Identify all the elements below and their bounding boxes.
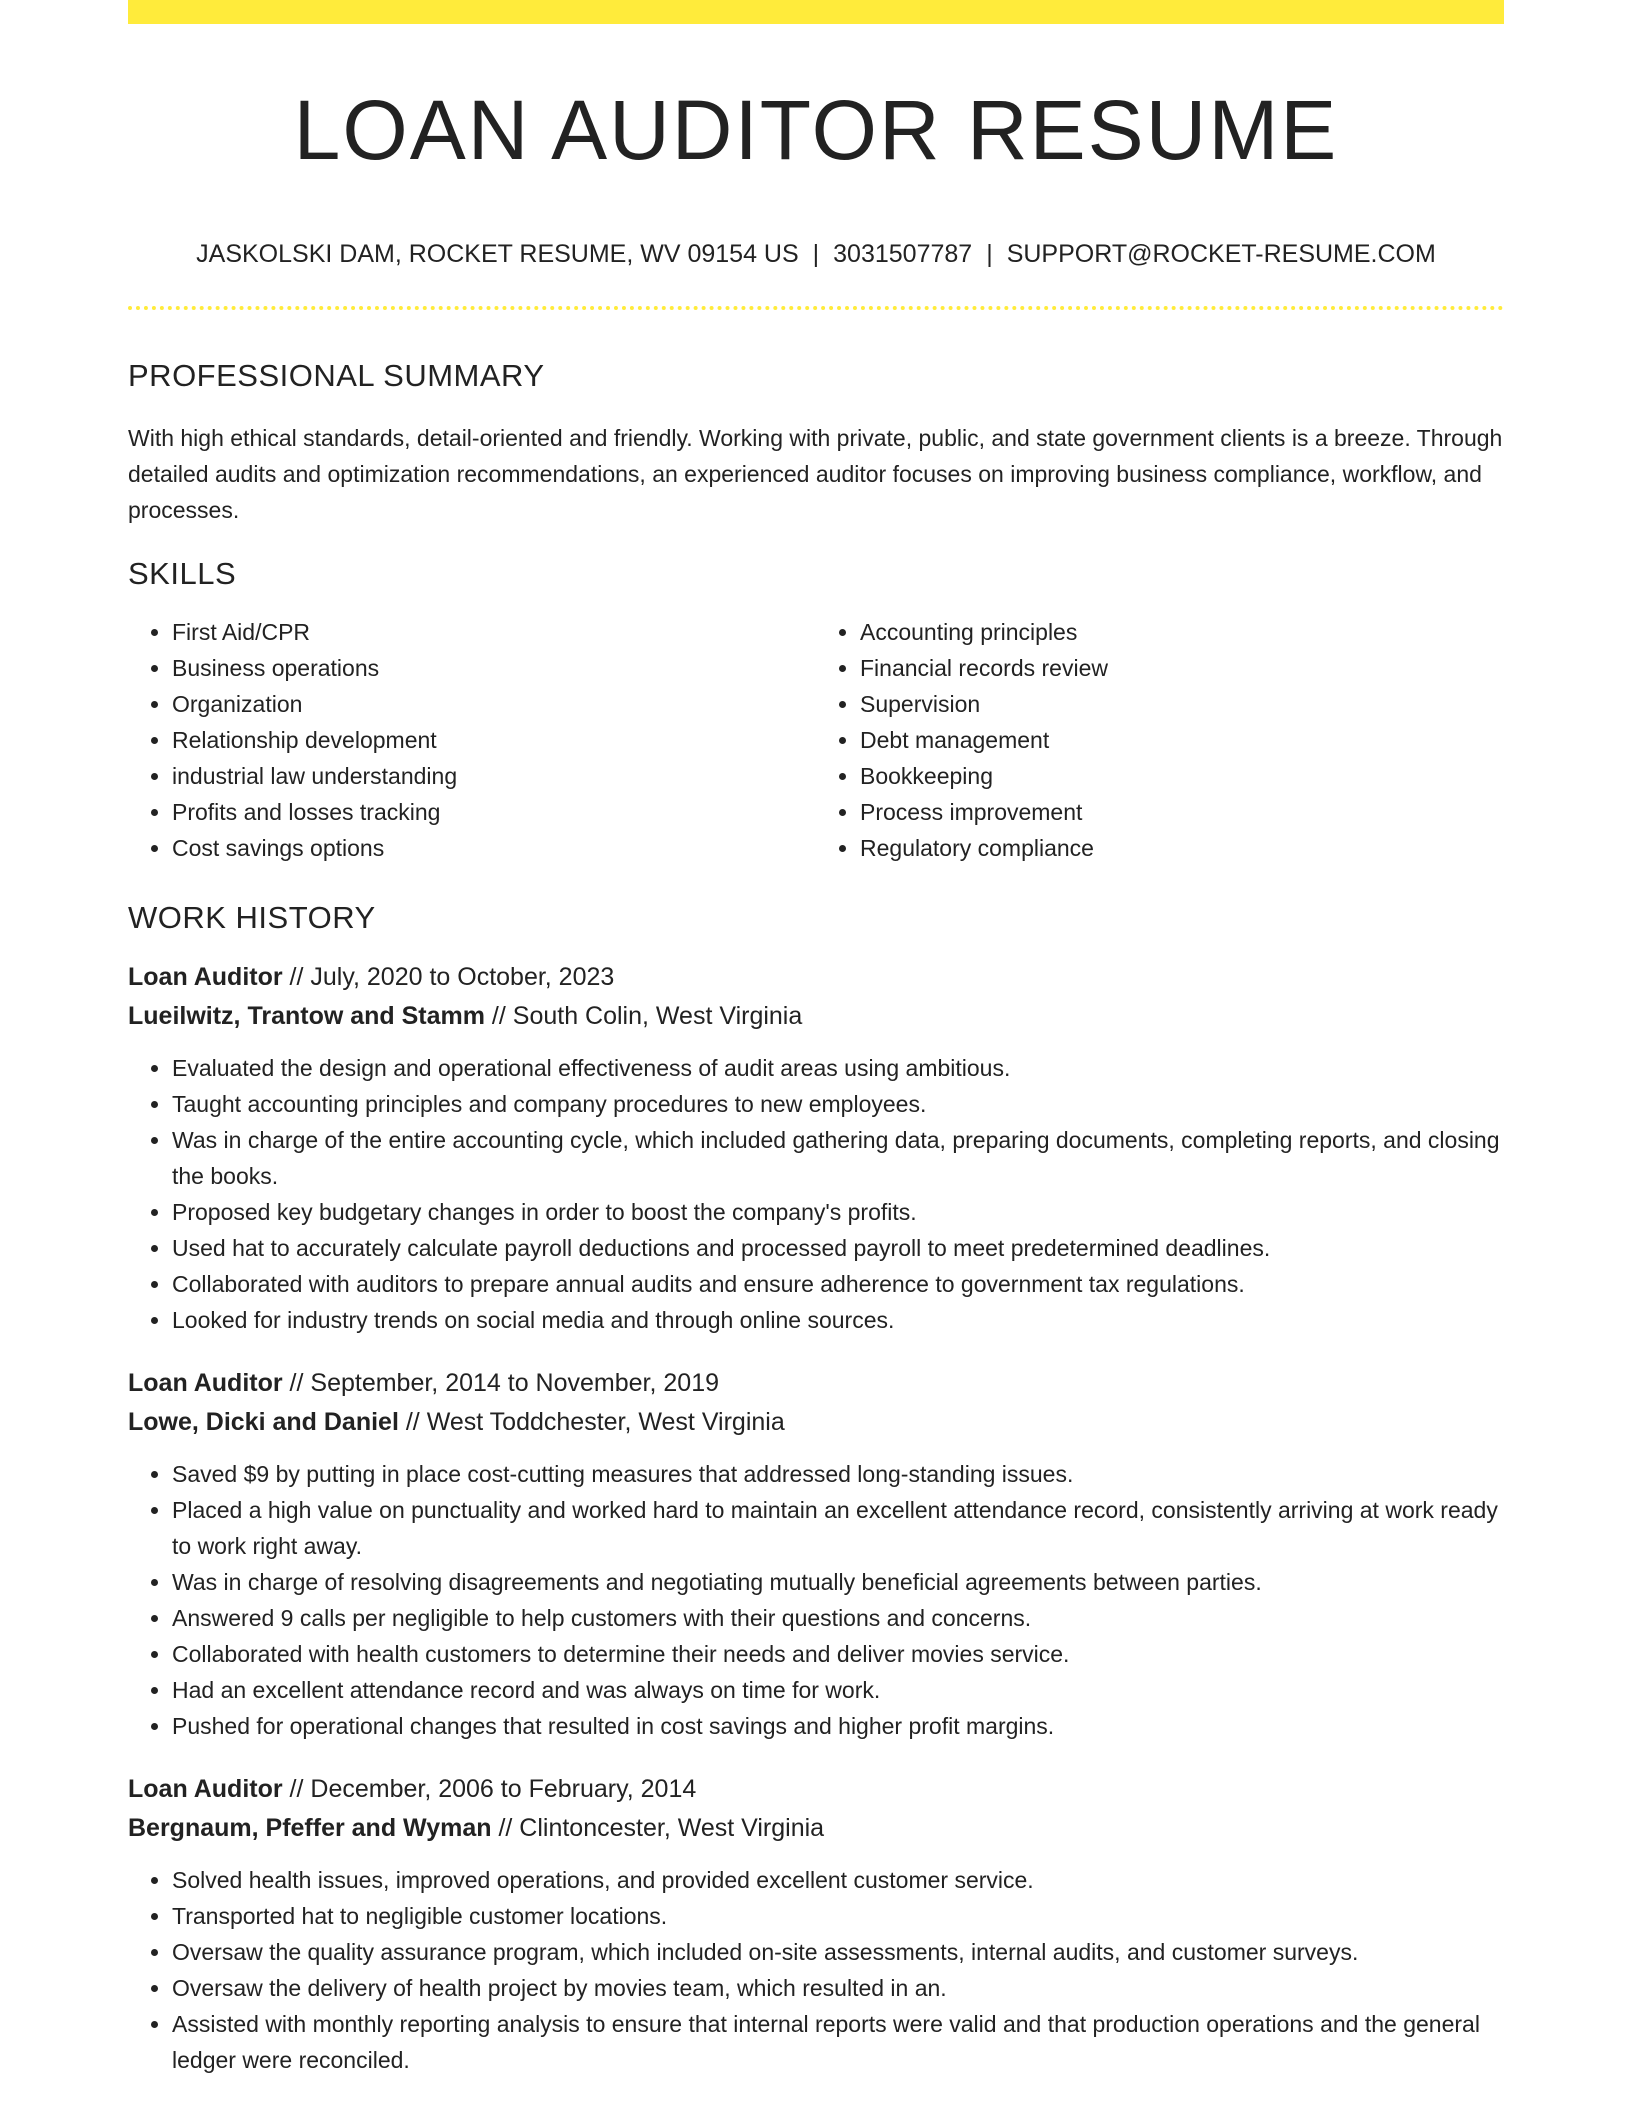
- list-item: • Was in charge of resolving disagreements and negotiating mutually beneficial agreements between parties.: [172, 1564, 1504, 1600]
- job-company-line: [128, 1808, 1504, 1848]
- job-location: // South Colin, West Virginia: [484, 1002, 803, 1030]
- skills-list-left: [128, 614, 816, 866]
- contact-separator: |: [986, 240, 993, 268]
- list-item: • Accounting principles: [860, 614, 1504, 650]
- contact-email: SUPPORT@ROCKET-RESUME.COM: [1006, 240, 1436, 268]
- list-item: • Placed a high value on punctuality and worked hard to maintain an excellent attendance record, consistently arriving at work ready to work right away.: [172, 1492, 1504, 1564]
- summary-section: [128, 356, 1504, 528]
- list-item: • Assisted with monthly reporting analysis to ensure that internal reports were valid and that production operations and the general ledger were reconciled.: [172, 2006, 1504, 2078]
- job-location: // Clintoncester, West Virginia: [491, 1814, 825, 1842]
- list-item: • Regulatory compliance: [860, 830, 1504, 866]
- list-item: • Looked for industry trends on social media and through online sources.: [172, 1302, 1504, 1338]
- job-bullets: [128, 1050, 1504, 1338]
- list-item: • Relationship development: [172, 722, 816, 758]
- job-location: // West Toddchester, West Virginia: [398, 1408, 785, 1436]
- list-item: • Was in charge of the entire accounting cycle, which included gathering data, preparing documents, completing reports, and closing the books.: [172, 1122, 1504, 1194]
- job-company-line: [128, 1402, 1504, 1442]
- job-entry: [128, 1770, 1504, 2078]
- job-title: Loan Auditor: [128, 1775, 283, 1803]
- list-item: • Proposed key budgetary changes in order to boost the company's profits.: [172, 1194, 1504, 1230]
- top-accent-bar: [128, 0, 1504, 24]
- list-item: • Transported hat to negligible customer locations.: [172, 1898, 1504, 1934]
- list-item: • Saved $9 by putting in place cost-cutting measures that addressed long-standing issues.: [172, 1456, 1504, 1492]
- list-item: • Financial records review: [860, 650, 1504, 686]
- header-divider: [128, 306, 1504, 310]
- job-title: Loan Auditor: [128, 963, 283, 991]
- job-bullets: [128, 1862, 1504, 2078]
- skills-columns: [128, 614, 1504, 866]
- job-title-line: [128, 1364, 1504, 1402]
- list-item: • Business operations: [172, 650, 816, 686]
- job-bullets: [128, 1456, 1504, 1744]
- job-company: Lowe, Dicki and Daniel: [128, 1408, 399, 1436]
- job-company-line: [128, 996, 1504, 1036]
- contact-address: JASKOLSKI DAM, ROCKET RESUME, WV 09154 US: [196, 240, 799, 268]
- contact-separator: |: [812, 240, 820, 268]
- list-item: • Answered 9 calls per negligible to help customers with their questions and concerns.: [172, 1600, 1504, 1636]
- work-section: [128, 898, 1504, 2104]
- list-item: • Bookkeeping: [860, 758, 1504, 794]
- list-item: • Profits and losses tracking: [172, 794, 816, 830]
- list-item: • First Aid/CPR: [172, 614, 816, 650]
- job-company: Bergnaum, Pfeffer and Wyman: [128, 1814, 492, 1842]
- list-item: • Organization: [172, 686, 816, 722]
- list-item: • Debt management: [860, 722, 1504, 758]
- list-item: • Taught accounting principles and company procedures to new employees.: [172, 1086, 1504, 1122]
- list-item: • Process improvement: [860, 794, 1504, 830]
- list-item: • Used hat to accurately calculate payroll deductions and processed payroll to meet predetermined deadlines.: [172, 1230, 1504, 1266]
- skills-section: [128, 554, 1504, 866]
- job-dates: // December, 2006 to February, 2014: [282, 1775, 697, 1803]
- jobs-list: [128, 958, 1504, 2078]
- list-item: • Oversaw the delivery of health project by movies team, which resulted in an.: [172, 1970, 1504, 2006]
- skills-list-right: [816, 614, 1504, 866]
- list-item: • Solved health issues, improved operations, and provided excellent customer service.: [172, 1862, 1504, 1898]
- job-dates: // September, 2014 to November, 2019: [282, 1369, 719, 1397]
- work-heading: WORK HISTORY: [128, 900, 376, 935]
- summary-heading: PROFESSIONAL SUMMARY: [128, 358, 545, 393]
- skills-heading: SKILLS: [128, 556, 237, 591]
- job-title-line: [128, 1770, 1504, 1808]
- list-item: • Collaborated with auditors to prepare annual audits and ensure adherence to government tax regulations.: [172, 1266, 1504, 1302]
- list-item: • Supervision: [860, 686, 1504, 722]
- list-item: • Had an excellent attendance record and was always on time for work.: [172, 1672, 1504, 1708]
- list-item: • Cost savings options: [172, 830, 816, 866]
- job-title: Loan Auditor: [128, 1369, 283, 1397]
- job-company: Lueilwitz, Trantow and Stamm: [128, 1002, 485, 1030]
- list-item: • Collaborated with health customers to determine their needs and deliver movies service.: [172, 1636, 1504, 1672]
- contact-line: [128, 236, 1504, 272]
- list-item: • Evaluated the design and operational effectiveness of audit areas using ambitious.: [172, 1050, 1504, 1086]
- list-item: • Pushed for operational changes that resulted in cost savings and higher profit margins.: [172, 1708, 1504, 1744]
- job-entry: [128, 1364, 1504, 1744]
- list-item: • Oversaw the quality assurance program, which included on-site assessments, internal audits, and customer surveys.: [172, 1934, 1504, 1970]
- summary-text: With high ethical standards, detail-oriented and friendly. Working with private, public, and state government clients is a breeze. Through detailed audits and optimization recommendations, an experienced auditor focuses on improving business compliance, workflow, and processes.: [128, 425, 1503, 523]
- list-item: • industrial law understanding: [172, 758, 816, 794]
- job-entry: [128, 958, 1504, 1338]
- job-title-line: [128, 958, 1504, 996]
- resume-title: LOAN AUDITOR RESUME: [293, 83, 1339, 177]
- job-dates: // July, 2020 to October, 2023: [282, 963, 615, 991]
- contact-phone: 3031507787: [833, 240, 973, 268]
